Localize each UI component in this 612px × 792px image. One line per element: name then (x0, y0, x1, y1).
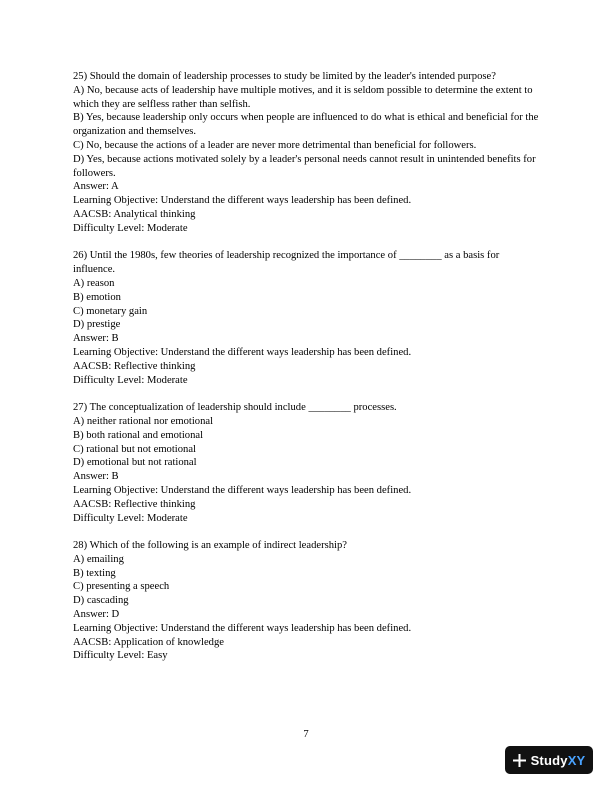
learning-objective: Learning Objective: Understand the different ways leadership has been defined. (73, 622, 412, 634)
option-c: C) rational but not emotional (73, 443, 196, 455)
page-content (73, 70, 543, 677)
question-stem: 28) Which of the following is an example of indirect leadership? (73, 540, 347, 552)
option-a: A) neither rational nor emotional (73, 415, 214, 427)
option-a: A) reason (73, 277, 115, 289)
question-stem: 27) The conceptualization of leadership should include ________ processes. (73, 402, 397, 414)
question-stem: 25) Should the domain of leadership processes to study be limited by the leader's intended purpose? (73, 71, 496, 82)
page-number: 7 (303, 729, 309, 740)
answer: Answer: A (73, 181, 119, 193)
option-b: B) Yes, because leadership only occurs when people are influenced to do what is ethical and beneficial for the organization and themselves. (73, 112, 539, 138)
aacsb: AACSB: Reflective thinking (73, 498, 196, 510)
learning-objective: Learning Objective: Understand the different ways leadership has been defined. (73, 195, 412, 207)
plus-icon (513, 754, 526, 767)
question-stem: 26) Until the 1980s, few theories of leadership recognized the importance of ________ as a basis for influence. (73, 250, 500, 276)
option-b: B) emotion (73, 291, 121, 303)
option-c: C) No, because the actions of a leader are never more detrimental than beneficial for followers. (73, 139, 477, 151)
question-25 (73, 70, 543, 236)
aacsb: AACSB: Analytical thinking (73, 208, 196, 220)
difficulty-level: Difficulty Level: Moderate (73, 222, 188, 234)
aacsb: AACSB: Application of knowledge (73, 636, 224, 648)
question-28 (73, 539, 543, 663)
brand-accent: XY (567, 752, 586, 768)
question-27 (73, 401, 543, 525)
option-a: A) No, because acts of leadership have multiple motives, and it is seldom possible to determine the extent to which they are selfless rather than selfish. (73, 84, 533, 110)
option-d: D) emotional but not rational (73, 457, 197, 469)
learning-objective: Learning Objective: Understand the different ways leadership has been defined. (73, 484, 412, 496)
answer: Answer: D (73, 609, 120, 621)
option-b: B) texting (73, 567, 116, 579)
studyxy-badge[interactable] (505, 746, 593, 774)
brand-main: Study (530, 752, 568, 768)
option-c: C) monetary gain (73, 305, 148, 317)
option-d: D) prestige (73, 319, 121, 331)
option-c: C) presenting a speech (73, 581, 170, 593)
difficulty-level: Difficulty Level: Moderate (73, 374, 188, 386)
option-b: B) both rational and emotional (73, 429, 204, 441)
question-26 (73, 249, 543, 387)
learning-objective: Learning Objective: Understand the different ways leadership has been defined. (73, 346, 412, 358)
answer: Answer: B (73, 471, 119, 483)
brand-logo-text (531, 753, 586, 768)
option-d: D) cascading (73, 595, 129, 607)
answer: Answer: B (73, 333, 119, 345)
aacsb: AACSB: Reflective thinking (73, 360, 196, 372)
option-d: D) Yes, because actions motivated solely by a leader's personal needs cannot result in unintended benefits for followers. (73, 153, 536, 179)
option-a: A) emailing (73, 553, 124, 565)
difficulty-level: Difficulty Level: Easy (73, 650, 168, 662)
difficulty-level: Difficulty Level: Moderate (73, 512, 188, 524)
